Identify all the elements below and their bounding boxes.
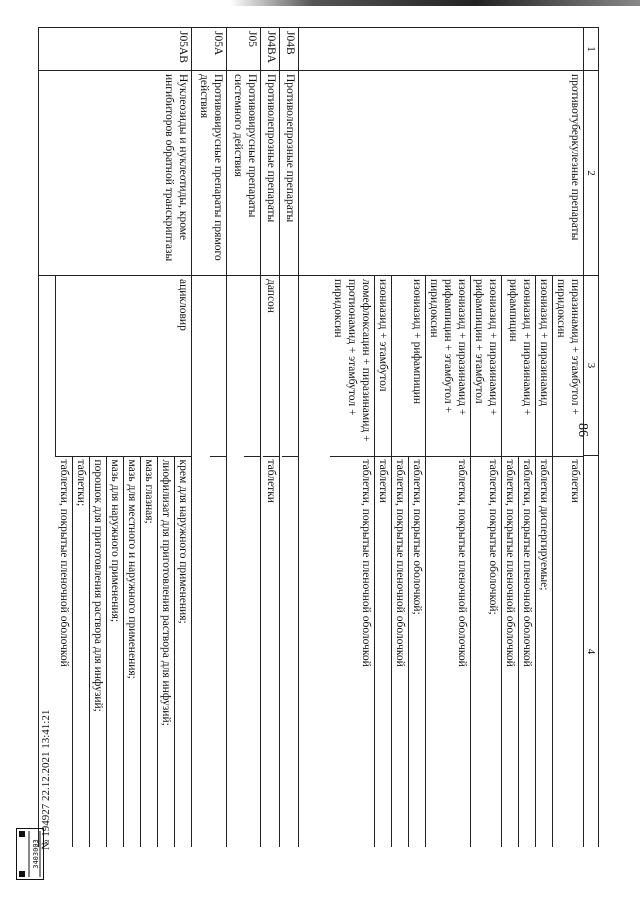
page-number: 86 [575,423,590,437]
table-row [261,28,280,848]
header-row [584,28,599,848]
drug-entries-cell [261,276,280,848]
drug-entries-cell [39,276,192,848]
dosage-form: крем для наружного применения; [174,456,191,847]
header-col-1: 1 [584,28,599,71]
drug-table [38,27,599,847]
dosage-form [210,456,226,847]
dosage-form [244,456,260,847]
drug-entries-cell [226,276,261,848]
dosage-form [282,456,298,847]
dosage-form: таблетки, покрытые оболочкой; [471,456,502,847]
drug-entries-cell [280,276,299,848]
group-name-cell: Противовирусные препараты прямого действия [191,71,226,276]
drug-form-row [282,276,298,847]
stamp-graphic [16,828,44,880]
drug-form-row [375,276,392,847]
dosage-form: таблетки диспергируемые; [536,456,553,847]
table-row [191,28,226,848]
inn-name: ацикловир [56,276,191,456]
atc-code-cell: J05 [226,28,261,71]
dosage-form: таблетки, покрытые оболочкой; [409,456,426,847]
atc-code-cell: J05A [191,28,226,71]
drug-subtable [263,276,279,847]
drug-form-row [174,276,191,847]
atc-code-cell: J04B [280,28,299,71]
drug-subtable [282,276,298,847]
drug-form-row [263,276,279,847]
dosage-form: таблетки, покрытые пленочной оболочкой [57,459,70,667]
dosage-form: таблетки, покрытые пленочной оболочкой [426,456,471,847]
group-name-cell: Нуклеозиды и нуклеотиды, кроме ингибиторов обратной транскриптазы [39,71,192,276]
dosage-form: таблетки [375,456,392,847]
drug-form-row [519,276,536,847]
inn-name: изониазид + рифампицин [392,276,426,456]
group-name-cell: Противолепрозные препараты [261,71,280,276]
inn-name: дапсон [263,276,279,456]
drug-entries-cell [299,276,584,848]
inn-name: изониазид + пиразинамид [536,276,553,456]
dosage-form: мазь для наружного применения; [106,456,123,847]
drug-subtable [244,276,260,847]
dosage-form: таблетки, покрытые пленочной оболочкой [360,459,372,667]
inn-name [210,276,226,456]
atc-code-cell: J04BA [261,28,280,71]
dosage-form: таблетки, покрытые пленочной оболочкой [392,456,409,847]
drug-subtable [330,276,583,847]
table-row [280,28,299,848]
drug-form-row [330,276,375,847]
inn-name: изониазид + пиразинамид + рифампицин + этамбутол + пиридоксин [426,276,471,456]
dosage-form: мазь глазная; [140,456,157,847]
inn-name: пиразинамид + этамбутол + пиридоксин [553,276,584,456]
inn-name: изониазид + пиразинамид + рифампицин [502,276,536,456]
drug-form-row [471,276,502,847]
drug-form-row [210,276,226,847]
dosage-form: таблетки, покрытые пленочной оболочкой [519,456,536,847]
dosage-form: мазь для местного и наружного применения; [123,456,140,847]
dosage-form: таблетки, покрытые пленочной оболочкой [502,456,519,847]
inn-name [282,276,298,456]
table-row [299,28,584,848]
rotated-page-area [38,27,599,847]
drug-form-row [244,276,260,847]
atc-code-cell [299,28,584,71]
inn-name: изониазид + этамбутол [375,276,392,456]
dosage-form: таблетки; [72,456,89,847]
drug-form-row [536,276,553,847]
inn-name: ломефлоксацин + пиразинамид + протионамид + этамбутол + пиридоксин [330,276,375,456]
atc-code-cell: J05AB [39,28,192,71]
inn-name: изониазид + пиразинамид + рифампицин + этамбутол [471,276,502,456]
drug-form-row [409,276,426,847]
group-name-cell: Противолепрозные препараты [280,71,299,276]
drug-subtable [55,276,191,847]
drug-subtable [210,276,226,847]
dosage-form: таблетки [265,459,278,503]
scan-edge-shadow [230,0,640,6]
drug-entries-cell [191,276,226,848]
table-row [226,28,261,848]
dosage-form: таблетки [553,456,584,847]
table-row [39,28,192,848]
svg-text:3403003: 3403003 [32,839,40,869]
group-name-cell: противотуберкулезные препараты [299,71,584,276]
header-col-3: 3 [584,276,599,456]
footer-registration-text: № 194927 22.12.2021 13:41:21 [40,709,52,850]
barcode-stamp [16,828,44,880]
drug-form-row [426,276,471,847]
header-col-4: 4 [584,456,599,848]
header-col-2: 2 [584,71,599,276]
dosage-form: лиофилизат для приготовления раствора для инфузий; [157,456,174,847]
table-body [39,28,584,848]
inn-name [244,276,260,456]
group-name-cell: Противовирусные препараты системного действия [226,71,261,276]
dosage-form: порошок для приготовления раствора для инфузий; [89,456,106,847]
drug-form-row [553,276,584,847]
